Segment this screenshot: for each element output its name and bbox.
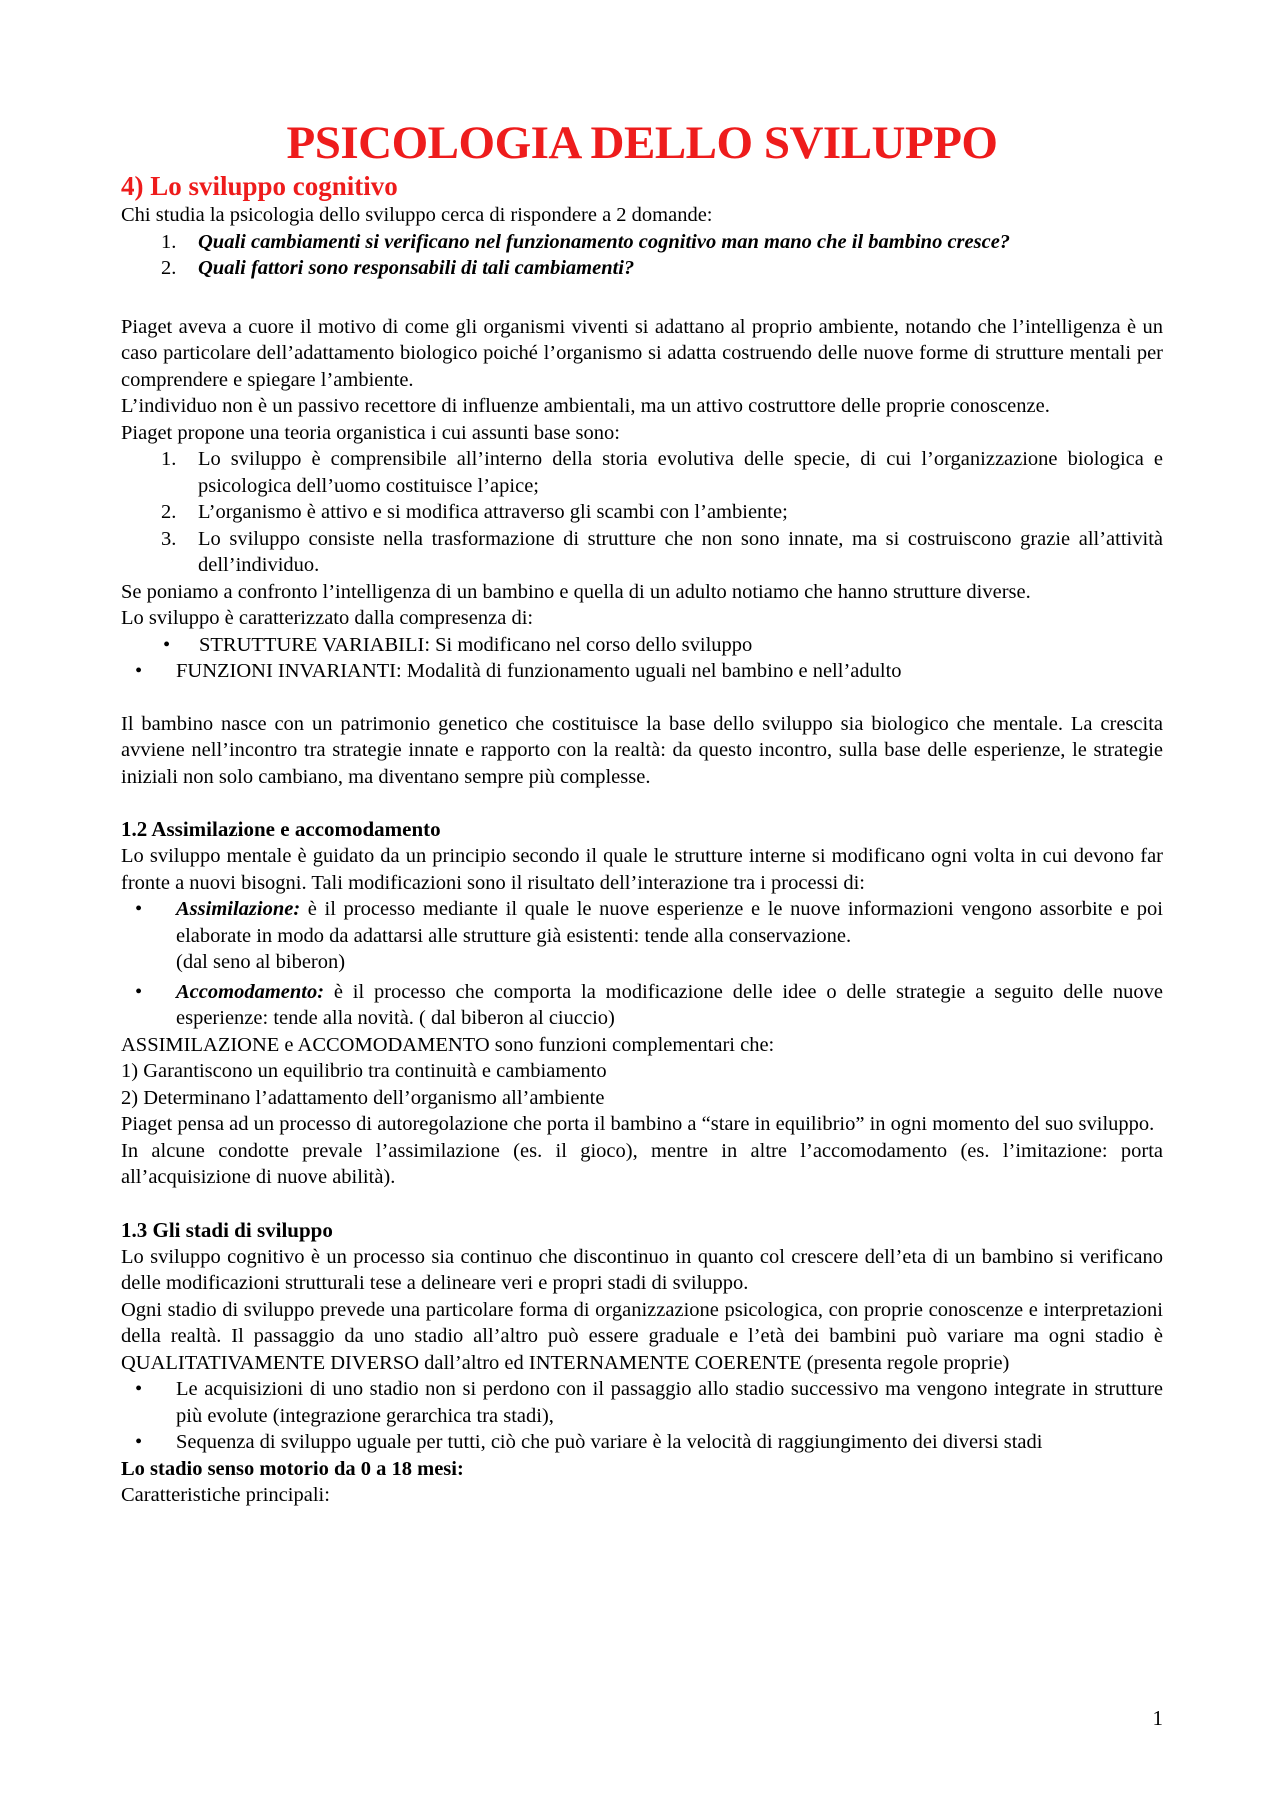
list-item: • Sequenza di sviluppo uguale per tutti, ciò che può variare è la velocità di raggiungimento dei diversi stadi [135,1431,1043,1453]
list-item: 1. Lo sviluppo è comprensibile all’interno della storia evolutiva delle specie, di cui l’organizzazione biologica e psicologica dell’uomo costituisce l’apice; [161,448,1163,497]
list-item: • Le acquisizioni di uno stadio non si perdono con il passaggio allo stadio successivo ma vengono integrate in strutture più evolute (integrazione gerarchica tra stadi), [135,1378,1163,1427]
list-item: • STRUTTURE VARIABILI: Si modificano nel corso dello sviluppo [163,633,753,656]
paragraph: Lo sviluppo mentale è guidato da un principio secondo il quale le strutture interne si modificano ogni volta in cui devono far fronte a nuovi bisogni. Tali modificazioni sono il risultato dell’interazione tra i processi di: [121,845,1163,894]
stage-heading: Lo stadio senso motorio da 0 a 18 mesi: [121,1457,464,1480]
paragraph: In alcune condotte prevale l’assimilazione (es. il gioco), mentre in altre l’accomodamento (es. l’imitazione: porta all’acquisizione di nuove abilità). [121,1139,1163,1188]
document-title: PSICOLOGIA DELLO SVILUPPO [286,117,998,169]
paragraph: Lo sviluppo è caratterizzato dalla compresenza di: [121,607,534,629]
paragraph: Piaget aveva a cuore il motivo di come gli organismi viventi si adattano al proprio ambiente, notando che l’intelligenza è un caso particolare dell’adattamento biologico poiché l’organismo si adatta costruendo delle nuove forme di strutture mentali per comprendere e spiegare l’ambiente. [121,315,1163,391]
document-page [121,116,1163,1509]
section-1-2-heading: 1.2 Assimilazione e accomodamento [121,817,441,841]
paragraph: Lo sviluppo cognitivo è un processo sia continuo che discontinuo in quanto col crescere dell’eta di un bambino si verificano delle modificazioni strutturali tese a delineare veri e propri stadi di sviluppo. [121,1245,1163,1294]
list-item: 3. Lo sviluppo consiste nella trasformazione di strutture che non sono innate, ma si costruiscono grazie all’attività dell’individuo. [161,527,1163,576]
list-item: • Assimilazione: è il processo mediante il quale le nuove esperienze e le nuove informazioni vengono assorbite e poi elaborate in modo da adattarsi alle strutture già esistenti: tende alla conservazione. (dal seno al biberon) [135,898,1163,973]
section-4-intro: Chi studia la psicologia dello sviluppo cerca di rispondere a 2 domande: [121,204,713,226]
assumptions-list [121,446,1163,579]
paragraph: 1) Garantiscono un equilibrio tra continuità e cambiamento [121,1060,607,1082]
list-item: • FUNZIONI INVARIANTI: Modalità di funzionamento uguali nel bambino e nell’adulto [135,660,902,682]
paragraph: Ogni stadio di sviluppo prevede una particolare forma di organizzazione psicologica, con proprie conoscenze e interpretazioni della realtà. Il passaggio da uno stadio all’altro può essere graduale e l’età dei bambini può variare ma ogni stadio è QUALITATIVAMENTE DIVERSO dall’altro ed INTERNAMENTE COERENTE (presenta regole proprie) [121,1298,1163,1374]
paragraph: Piaget propone una teoria organistica i cui assunti base sono: [121,421,620,444]
paragraph: L’individuo non è un passivo recettore di influenze ambientali, ma un attivo costruttore delle proprie conoscenze. [121,395,1050,417]
paragraph: Il bambino nasce con un patrimonio genetico che costituisce la base dello sviluppo sia biologico che mentale. La crescita avviene nell’incontro tra strategie innate e rapporto con la realtà: da questo incontro, sulla base delle esperienze, le strategie iniziali non solo cambiano, ma diventano sempre più complesse. [121,712,1163,788]
list-item: 1. Quali cambiamenti si verificano nel funzionamento cognitivo man mano che il bambino cresce? [161,230,1011,253]
list-item: • Accomodamento: è il processo che comporta la modificazione delle idee o delle strategie a seguito delle nuove esperienze: tende alla novità. ( dal biberon al ciuccio) [135,980,1163,1029]
processes-list [121,896,1163,1032]
stages-list [121,1376,1163,1456]
section-1-3-heading: 1.3 Gli stadi di sviluppo [121,1217,333,1242]
list-item: 2. Quali fattori sono responsabili di tali cambiamenti? [161,257,635,279]
questions-list [121,229,1163,282]
list-item: 2. L’organismo è attivo e si modifica attraverso gli scambi con l’ambiente; [161,501,788,523]
paragraph: 2) Determinano l’adattamento dell’organismo all’ambiente [121,1086,605,1109]
features-list [121,632,1163,685]
paragraph: Caratteristiche principali: [121,1484,330,1506]
page-number: 1 [1152,1706,1163,1730]
paragraph: ASSIMILAZIONE e ACCOMODAMENTO sono funzioni complementari che: [121,1033,775,1056]
section-4-heading: 4) Lo sviluppo cognitivo [121,171,398,201]
paragraph: Piaget pensa ad un processo di autoregolazione che porta il bambino a “stare in equilibrio” in ogni momento del suo sviluppo. [121,1113,1155,1135]
paragraph: Se poniamo a confronto l’intelligenza di un bambino e quella di un adulto notiamo che hanno strutture diverse. [121,580,1031,603]
